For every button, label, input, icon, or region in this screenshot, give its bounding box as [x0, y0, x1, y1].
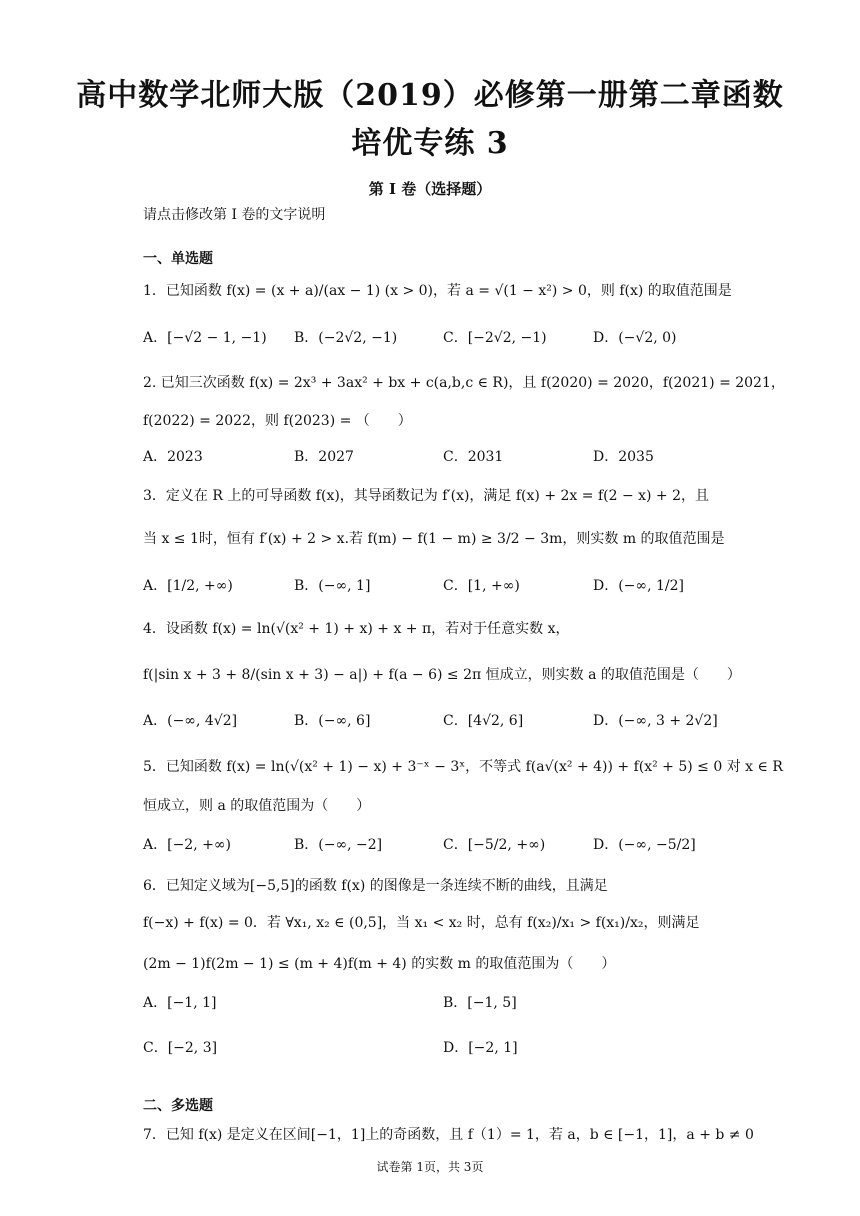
q4-option-b[interactable]: B．(−∞, 6] — [294, 713, 371, 729]
q1-option-d[interactable]: D．(−√2, 0) — [593, 330, 677, 346]
page-footer: 试卷第 1页，共 3页 — [376, 1160, 484, 1174]
question-7-line-1: 7．已知 f(x) 是定义在区间[−1，1]上的奇函数，且 f（1）= 1，若 a，b ∈ [−1，1]，a + b ≠ 0 — [143, 1127, 754, 1143]
q4-option-d[interactable]: D．(−∞, 3 + 2√2] — [593, 713, 718, 729]
section-heading-single: 一、单选题 — [143, 251, 213, 267]
question-4-line-2: f(|sin x + 3 + 8/(sin x + 3) − a|) + f(a − 6) ≤ 2π 恒成立，则实数 a 的取值范围是（ ） — [143, 667, 741, 683]
q1-option-b[interactable]: B．(−2√2, −1) — [294, 330, 398, 346]
section-heading-multi: 二、多选题 — [143, 1098, 213, 1114]
q3-option-d[interactable]: D．(−∞, 1/2] — [593, 578, 684, 594]
q5-option-d[interactable]: D．(−∞, −5/2] — [593, 837, 696, 853]
q4-option-c[interactable]: C．[4√2, 6] — [443, 713, 524, 729]
question-4-line-1: 4．设函数 f(x) = ln(√(x² + 1) + x) + x + π，若对于任意实数 x， — [143, 621, 570, 637]
question-1-text: 1．已知函数 f(x) = (x + a)/(ax − 1) (x > 0)，若 a = √(1 − x²) > 0，则 f(x) 的取值范围是 — [143, 283, 732, 299]
q3-option-c[interactable]: C．[1, +∞) — [443, 578, 520, 594]
question-6-line-2: f(−x) + f(x) = 0．若 ∀x₁, x₂ ∈ (0,5]，当 x₁ < x₂ 时，总有 f(x₂)/x₁ > f(x₁)/x₂，则满足 — [143, 915, 700, 931]
q2-option-d[interactable]: D．2035 — [593, 449, 654, 465]
q5-option-c[interactable]: C．[−5/2, +∞) — [443, 837, 546, 853]
q1-option-a[interactable]: A．[−√2 − 1, −1) — [143, 330, 267, 346]
q6-option-c[interactable]: C．[−2, 3] — [143, 1040, 218, 1056]
question-3-line-1: 3．定义在 R 上的可导函数 f(x)，其导函数记为 f′(x)，满足 f(x) + 2x = f(2 − x) + 2，且 — [143, 488, 710, 504]
question-6-line-3: (2m − 1)f(2m − 1) ≤ (m + 4)f(m + 4) 的实数 m 的取值范围为（ ） — [143, 956, 616, 972]
question-6-line-1: 6．已知定义域为[−5,5]的函数 f(x) 的图像是一条连续不断的曲线，且满足 — [143, 878, 608, 894]
q4-option-a[interactable]: A．(−∞, 4√2] — [143, 713, 238, 729]
q3-option-a[interactable]: A．[1/2, +∞) — [143, 578, 233, 594]
q2-option-b[interactable]: B．2027 — [294, 449, 354, 465]
part-note[interactable]: 请点击修改第 I 卷的文字说明 — [143, 207, 326, 223]
q2-option-a[interactable]: A．2023 — [143, 449, 203, 465]
q6-option-b[interactable]: B．[−1, 5] — [443, 995, 517, 1011]
q5-option-a[interactable]: A．[−2, +∞) — [143, 837, 231, 853]
doc-subtitle: 培优专练 3 — [351, 126, 509, 161]
q3-option-b[interactable]: B．(−∞, 1] — [294, 578, 371, 594]
question-5-line-1: 5．已知函数 f(x) = ln(√(x² + 1) − x) + 3⁻ˣ − 3ˣ，不等式 f(a√(x² + 4)) + f(x² + 5) ≤ 0 对 x ∈ R — [143, 759, 783, 775]
question-2-line-1: 2. 已知三次函数 f(x) = 2x³ + 3ax² + bx + c(a,b,c ∈ R)，且 f(2020) = 2020，f(2021) = 2021， — [143, 375, 785, 391]
q6-option-d[interactable]: D．[−2, 1] — [443, 1040, 518, 1056]
doc-title: 高中数学北师大版（2019）必修第一册第二章函数 — [76, 78, 784, 113]
q5-option-b[interactable]: B．(−∞, −2] — [294, 837, 383, 853]
q2-option-c[interactable]: C．2031 — [443, 449, 504, 465]
question-5-line-2: 恒成立，则 a 的取值范围为（ ） — [143, 798, 371, 814]
q1-option-c[interactable]: C．[−2√2, −1) — [443, 330, 547, 346]
question-3-line-2: 当 x ≤ 1时，恒有 f′(x) + 2 > x.若 f(m) − f(1 − m) ≥ 3/2 − 3m，则实数 m 的取值范围是 — [143, 531, 725, 547]
question-2-line-2: f(2022) = 2022，则 f(2023) = （ ） — [143, 413, 412, 429]
q6-option-a[interactable]: A．[−1, 1] — [143, 995, 217, 1011]
part-title: 第 I 卷（选择题） — [368, 180, 492, 198]
